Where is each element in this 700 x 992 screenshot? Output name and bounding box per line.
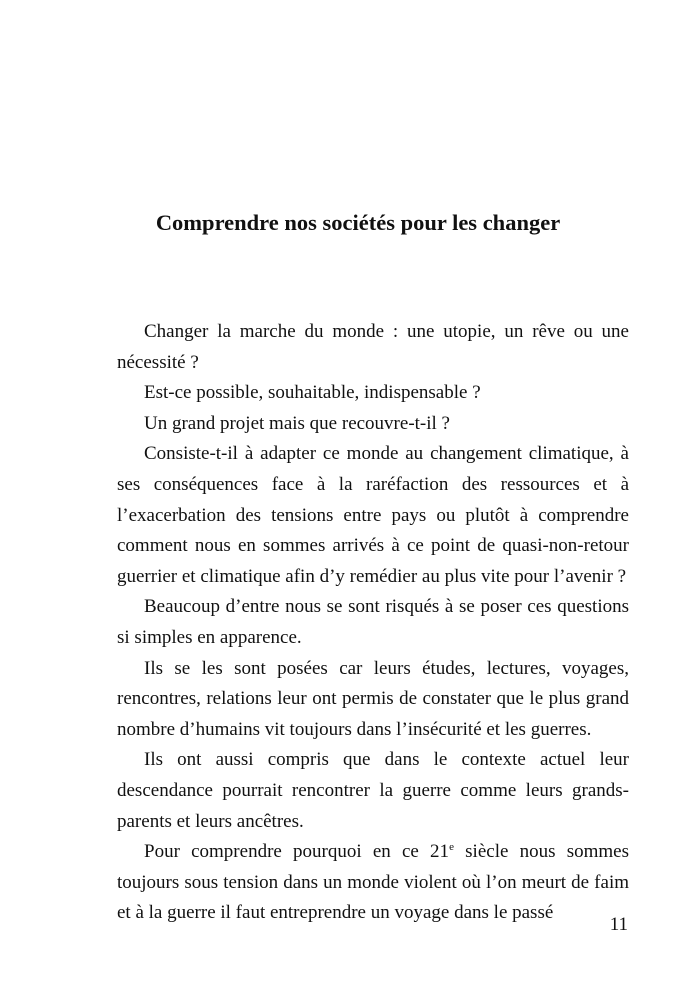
paragraph: Beaucoup d’entre nous se sont risqués à se poser ces questions si simples en apparence. [117, 596, 629, 648]
paragraph: Changer la marche du monde : une utopie, un rêve ou une nécessité ? [117, 321, 629, 373]
paragraph-text-after: siècle nous sommes toujours sous tension dans un monde violent où l’on meurt de faim et à la guerre il faut entreprendre un voyage dans le passé [117, 841, 629, 924]
century-superscript: e [449, 841, 454, 854]
paragraph: Consiste-t-il à adapter ce monde au changement climatique, à ses conséquences face à la raréfaction des ressources et à l’exacerbation des tensions entre pays ou plutôt à comprendre comment nous en sommes arrivés à ce point de quasi-non-retour guerrier et climatique afin d’y remédier au plus vite pour l’avenir ? [117, 443, 629, 587]
paragraph: Un grand projet mais que recouvre-t-il ? [144, 412, 450, 434]
paragraph: Ils ont aussi compris que dans le contexte actuel leur descendance pourrait rencontrer la guerre comme leurs grands-parents et leurs ancêtres. [117, 749, 629, 832]
paragraph-last [117, 837, 629, 929]
page-number: 11 [609, 914, 628, 935]
paragraph: Ils se les sont posées car leurs études, lectures, voyages, rencontres, relations leur ont permis de constater que le plus grand nombre d’humains vit toujours dans l’insécurité et les guerres. [117, 657, 629, 740]
body-text [117, 317, 629, 929]
page-title: Comprendre nos sociétés pour les changer [155, 210, 561, 235]
paragraph-text-before: Pour comprendre pourquoi en ce 21 [144, 841, 450, 863]
paragraph: Est-ce possible, souhaitable, indispensable ? [144, 382, 481, 404]
